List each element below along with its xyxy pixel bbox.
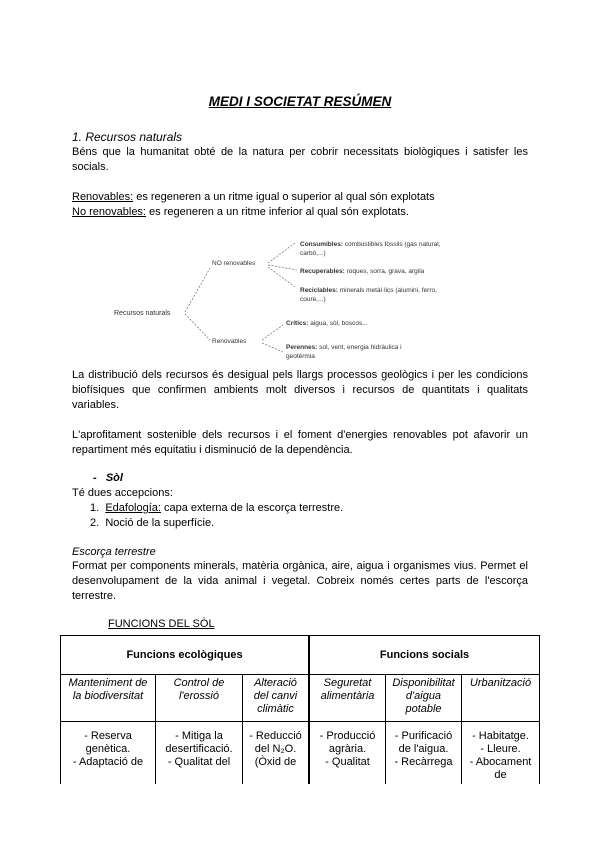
intro-paragraph: Béns que la humanitat obté de la natura per cobrir necessitats biològiques i satisfer les socials. (72, 146, 528, 173)
no-renovables-label: No renovables: (72, 206, 146, 218)
sol-list-item: 2. Noció de la superfície. (90, 517, 215, 529)
diagram-renovables: Renovables (212, 338, 247, 345)
diagram-reciclables: Reciclables: minerals metàl·lics (alumini, ferro, (300, 287, 437, 294)
diagram-reciclables-2: coure,...) (300, 296, 326, 303)
group-header: Funcions ecològiques (61, 636, 310, 675)
distribution-paragraph: La distribució dels recursos és desigual pels llargs processos geològics i per les condicions biofísiques que confirmen ambients molt diversos i recursos de quantitats i qualitats variables. (72, 369, 528, 411)
column-header: Alteració del canvi climàtic (243, 675, 310, 722)
diagram-no-renovables: NO renovables (212, 260, 256, 267)
escorca-paragraph: Format per components minerals, matèria orgànica, aire, aigua i organismes vius. Permet el desenvolupament de la vida animal i vegetal. Cobreix només certes parts de l'escorça terrestre. (72, 560, 528, 602)
sol-list-item: 1. Edafología: capa externa de la escorça terrestre. (90, 502, 344, 514)
table-cell: - Reserva genètica. - Adaptació de (61, 722, 156, 785)
table-cell: - Producció agrària. - Qualitat (309, 722, 386, 785)
table-cell: - Purificació de l'aigua. - Recàrrega (386, 722, 462, 785)
renovables-label: Renovables: (72, 191, 134, 203)
column-header: Urbanització (462, 675, 540, 722)
column-header: Control de l'erossió (156, 675, 243, 722)
sustainability-paragraph: L'aprofitament sostenible dels recursos i el foment d'energies renovables pot afavorir un repartiment més equitatiu i disminució de la dependència. (72, 429, 528, 456)
bullet: - (93, 472, 97, 484)
diagram-recuperables: Recuperables: roques, sorra, grava, argila (300, 268, 425, 275)
no-renovables-text: es regeneren a un ritme inferior al qual són explotats. (146, 206, 409, 218)
diagram-perennes: Perennes: sol, vent, energia hidràulica i (286, 344, 402, 351)
diagram-root: Recursos naturals (114, 310, 171, 317)
table-cell: - Mitiga la desertificació. - Qualitat del (156, 722, 243, 785)
diagram-critics: Crítics: aigua, sòl, boscos... (286, 320, 368, 327)
diagram-consumibles: Consumibles: combustibles fòssils (gas natural, (300, 241, 441, 248)
sol-intro: Té dues accepcions: (72, 487, 173, 499)
table-cell: - Reducció del N₂O. (Òxid de (243, 722, 310, 785)
group-header: Funcions socials (309, 636, 540, 675)
sol-heading (93, 472, 123, 484)
column-header: Seguretat alimentària (309, 675, 386, 722)
column-header: Disponibilitat d'aigua potable (386, 675, 462, 722)
escorca-heading: Escorça terrestre (72, 546, 156, 558)
renovables-text: es regeneren a un ritme igual o superior al qual són explotats (133, 191, 435, 203)
soil-functions-table (60, 635, 540, 784)
table-caption: FUNCIONS DEL SÒL (108, 618, 215, 630)
section-heading: 1. Recursos naturals (72, 130, 183, 144)
document-title: MEDI I SOCIETAT RESÚMEN (208, 94, 392, 109)
diagram-perennes-2: geotèrmia (286, 353, 315, 360)
sol-title: Sòl (105, 472, 123, 484)
column-header: Manteniment de la biodiversitat (61, 675, 156, 722)
diagram-consumibles-2: carbó,...) (300, 250, 326, 257)
table-cell: - Habitatge. - Lleure. - Abocament de (462, 722, 540, 785)
